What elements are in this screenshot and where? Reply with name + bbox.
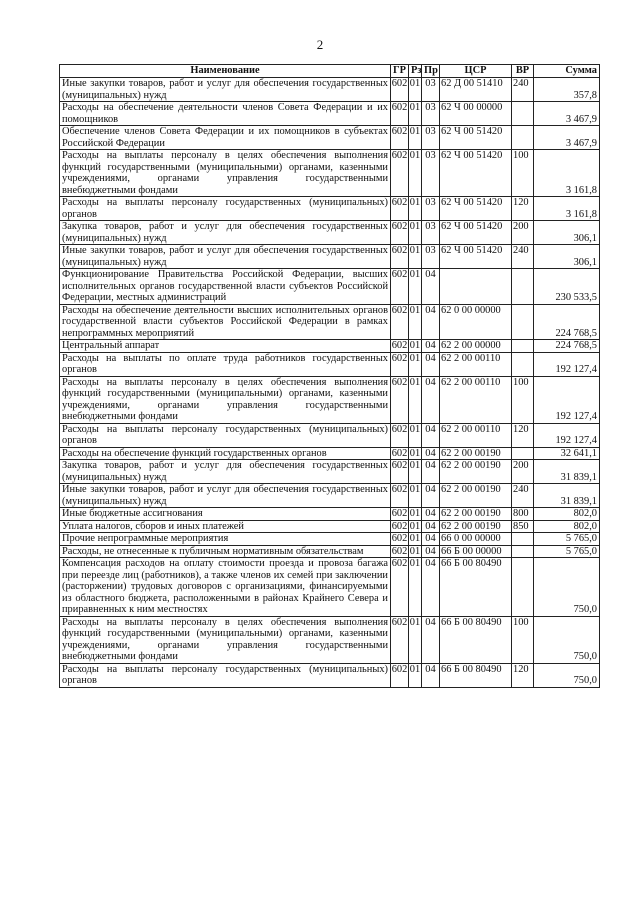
table-row (60, 508, 600, 521)
cell-rz: 01 (409, 245, 422, 269)
cell-rz: 01 (409, 484, 422, 508)
cell-vr: 850 (512, 520, 534, 533)
cell-csr: 66 Б 00 80490 (440, 558, 512, 617)
cell-rz: 01 (409, 460, 422, 484)
cell-sum: 32 641,1 (534, 447, 600, 460)
cell-gr: 602 (391, 126, 409, 150)
cell-pr: 03 (422, 150, 440, 197)
cell-csr: 62 Д 00 51410 (440, 78, 512, 102)
cell-gr: 602 (391, 197, 409, 221)
table-row (60, 423, 600, 447)
cell-pr: 04 (422, 484, 440, 508)
cell-sum: 31 839,1 (534, 460, 600, 484)
cell-sum: 3 161,8 (534, 150, 600, 197)
cell-pr: 03 (422, 245, 440, 269)
cell-sum: 192 127,4 (534, 376, 600, 423)
cell-name: Расходы на обеспечение деятельности членов Совета Федерации и их помощников (60, 102, 391, 126)
cell-pr: 04 (422, 545, 440, 558)
cell-gr: 602 (391, 545, 408, 557)
cell-csr: 62 Ч 00 51420 (440, 150, 512, 197)
table-row (60, 304, 600, 340)
cell-vr: 100 (512, 376, 534, 423)
cell-name: Иные бюджетные ассигнования (60, 508, 391, 521)
cell-name: Расходы на выплаты по оплате труда работников государственных органов (60, 352, 391, 376)
cell-vr: 100 (512, 616, 534, 663)
cell-csr: 62 2 00 00190 (440, 508, 512, 521)
cell-csr: 66 Б 00 00000 (440, 545, 512, 558)
cell-rz: 01 (409, 126, 422, 150)
table-row (60, 340, 600, 353)
cell-vr (512, 352, 534, 376)
cell-vr: 120 (512, 197, 534, 221)
header-rz: Рз (409, 65, 422, 78)
cell-gr: 602 (391, 484, 409, 508)
cell-name: Расходы на выплаты персоналу государственных (муниципальных) органов (60, 423, 391, 447)
cell-sum: 5 765,0 (534, 545, 600, 558)
cell-pr: 04 (422, 376, 440, 423)
cell-sum: 750,0 (534, 663, 600, 687)
cell-rz: 01 (409, 558, 422, 617)
cell-vr: 200 (512, 460, 534, 484)
cell-sum: 192 127,4 (534, 423, 600, 447)
header-name: Наименование (60, 65, 391, 78)
cell-rz: 01 (409, 221, 422, 245)
cell-gr: 602 (391, 245, 409, 269)
table-row (60, 352, 600, 376)
cell-name: Иные закупки товаров, работ и услуг для обеспечения государственных (муниципальных) нужд (60, 245, 391, 269)
cell-vr: 120 (512, 423, 534, 447)
header-gr: ГР (391, 65, 409, 78)
header-vr: ВР (512, 65, 534, 78)
cell-gr: 602 (391, 269, 409, 305)
cell-sum: 802,0 (534, 520, 600, 533)
cell-vr: 240 (512, 245, 534, 269)
cell-pr: 04 (422, 352, 440, 376)
cell-pr: 04 (422, 460, 440, 484)
cell-rz: 01 (409, 423, 422, 447)
cell-pr: 04 (422, 269, 440, 305)
cell-pr: 04 (422, 558, 440, 617)
cell-sum: 230 533,5 (534, 269, 600, 305)
cell-rz: 01 (409, 340, 421, 351)
cell-csr: 62 2 00 00110 (440, 352, 512, 376)
cell-gr: 602 (391, 102, 409, 126)
cell-rz: 01 (409, 663, 422, 687)
table-row (60, 447, 600, 460)
cell-gr: 602 (391, 304, 409, 340)
cell-vr: 240 (512, 484, 534, 508)
cell-rz: 01 (409, 352, 422, 376)
cell-name: Центральный аппарат (60, 340, 391, 353)
cell-sum: 224 768,5 (534, 304, 600, 340)
cell-gr: 602 (391, 423, 409, 447)
table-row (60, 221, 600, 245)
cell-gr: 602 (391, 616, 409, 663)
cell-sum: 31 839,1 (534, 484, 600, 508)
cell-vr (512, 126, 534, 150)
cell-sum: 192 127,4 (534, 352, 600, 376)
cell-vr (512, 533, 534, 546)
cell-rz: 01 (409, 508, 421, 519)
cell-vr (512, 447, 534, 460)
cell-gr: 602 (391, 150, 409, 197)
budget-table (59, 64, 600, 688)
cell-csr: 62 0 00 00000 (440, 304, 512, 340)
cell-rz: 01 (409, 269, 422, 305)
cell-name: Расходы на выплаты персоналу в целях обеспечения выполнения функций государственными (муниципальными) органами, казенными учреждениями, органами управления государственными внебюджетными фондами (60, 616, 391, 663)
table-row (60, 616, 600, 663)
table-row (60, 533, 600, 546)
cell-csr: 62 2 00 00190 (440, 520, 512, 533)
header-pr: Пр (422, 65, 440, 78)
cell-pr: 04 (422, 663, 440, 687)
cell-rz: 01 (409, 545, 421, 557)
cell-sum: 224 768,5 (534, 340, 600, 353)
cell-name: Уплата налогов, сборов и иных платежей (60, 520, 391, 533)
table-row (60, 545, 600, 558)
cell-name: Расходы на выплаты персоналу государственных (муниципальных) органов (60, 197, 391, 221)
cell-name: Компенсация расходов на оплату стоимости проезда и провоза багажа при переезде лиц (работников), а также членов их семей при заключении (расторжении) трудовых договоров с организациями, финансируемыми из областного бюджета, расположенными в районах Крайнего Севера и приравненных к ним местностях (60, 558, 391, 617)
cell-rz: 01 (409, 520, 421, 532)
cell-pr: 03 (422, 78, 440, 102)
cell-sum: 3 467,9 (534, 102, 600, 126)
cell-csr (440, 269, 512, 305)
cell-csr: 62 Ч 00 51420 (440, 221, 512, 245)
cell-gr: 602 (391, 460, 409, 484)
cell-name: Расходы на выплаты персоналу в целях обеспечения выполнения функций государственными (муниципальными) органами, казенными учреждениями, органами управления государственными внебюджетными фондами (60, 150, 391, 197)
cell-rz: 01 (409, 533, 421, 544)
cell-name: Расходы на обеспечение функций государственных органов (60, 447, 391, 460)
table-row (60, 78, 600, 102)
cell-csr: 66 Б 00 80490 (440, 616, 512, 663)
cell-rz: 01 (409, 78, 422, 102)
cell-csr: 62 2 00 00110 (440, 423, 512, 447)
cell-csr: 62 Ч 00 51420 (440, 197, 512, 221)
cell-gr: 602 (391, 558, 409, 617)
cell-rz: 01 (409, 376, 422, 423)
cell-name: Расходы на обеспечение деятельности высших исполнительных органов государственной власти субъектов Российской Федерации в рамках непрограммных мероприятий (60, 304, 391, 340)
cell-pr: 04 (422, 447, 440, 460)
table-row (60, 197, 600, 221)
cell-pr: 04 (422, 533, 440, 546)
table-row (60, 558, 600, 617)
cell-gr: 602 (391, 663, 409, 687)
cell-csr: 62 2 00 00110 (440, 376, 512, 423)
cell-name: Иные закупки товаров, работ и услуг для обеспечения государственных (муниципальных) нужд (60, 78, 391, 102)
cell-csr: 62 2 00 00190 (440, 484, 512, 508)
cell-rz: 01 (409, 102, 422, 126)
cell-sum: 357,8 (534, 78, 600, 102)
cell-csr: 62 2 00 00190 (440, 447, 512, 460)
cell-pr: 04 (422, 340, 440, 353)
cell-sum: 3 161,8 (534, 197, 600, 221)
cell-rz: 01 (409, 447, 421, 459)
cell-name: Закупка товаров, работ и услуг для обеспечения государственных (муниципальных) нужд (60, 460, 391, 484)
cell-gr: 602 (391, 508, 408, 519)
cell-csr: 62 Ч 00 51420 (440, 245, 512, 269)
cell-rz: 01 (409, 197, 422, 221)
cell-rz: 01 (409, 304, 422, 340)
cell-pr: 03 (422, 126, 440, 150)
cell-rz: 01 (409, 616, 422, 663)
cell-name: Расходы на выплаты персоналу государственных (муниципальных) органов (60, 663, 391, 687)
cell-pr: 04 (422, 616, 440, 663)
cell-csr: 62 Ч 00 00000 (440, 102, 512, 126)
cell-vr (512, 545, 534, 558)
cell-name: Расходы на выплаты персоналу в целях обеспечения выполнения функций государственными (муниципальными) органами, казенными учреждениями, органами управления государственными внебюджетными фондами (60, 376, 391, 423)
cell-name: Расходы, не отнесенные к публичным нормативным обязательствам (60, 545, 391, 558)
cell-gr: 602 (391, 78, 409, 102)
cell-csr: 62 2 00 00190 (440, 460, 512, 484)
cell-gr: 602 (391, 520, 408, 532)
cell-vr: 800 (512, 508, 534, 521)
cell-vr: 120 (512, 663, 534, 687)
cell-csr: 66 Б 00 80490 (440, 663, 512, 687)
page-number: 2 (316, 37, 324, 52)
cell-vr: 240 (512, 78, 534, 102)
cell-pr: 04 (422, 520, 440, 533)
cell-csr: 62 Ч 00 51420 (440, 126, 512, 150)
cell-sum: 802,0 (534, 508, 600, 521)
table-row (60, 460, 600, 484)
table-row (60, 150, 600, 197)
header-sum: Сумма (534, 65, 600, 78)
cell-sum: 750,0 (534, 558, 600, 617)
cell-gr: 602 (391, 533, 408, 544)
cell-sum: 306,1 (534, 221, 600, 245)
cell-name: Иные закупки товаров, работ и услуг для обеспечения государственных (муниципальных) нужд (60, 484, 391, 508)
cell-pr: 04 (422, 423, 440, 447)
header-csr: ЦСР (440, 65, 512, 78)
cell-pr: 04 (422, 508, 440, 521)
cell-vr (512, 304, 534, 340)
cell-sum: 3 467,9 (534, 126, 600, 150)
cell-pr: 03 (422, 197, 440, 221)
cell-sum: 306,1 (534, 245, 600, 269)
table-row (60, 245, 600, 269)
cell-name: Обеспечение членов Совета Федерации и их помощников в субъектах Российской Федерации (60, 126, 391, 150)
cell-rz: 01 (409, 150, 422, 197)
cell-name: Закупка товаров, работ и услуг для обеспечения государственных (муниципальных) нужд (60, 221, 391, 245)
table-row (60, 663, 600, 687)
cell-name: Прочие непрограммные мероприятия (60, 533, 391, 546)
cell-gr: 602 (391, 352, 409, 376)
table-row (60, 102, 600, 126)
cell-name: Функционирование Правительства Российской Федерации, высших исполнительных органов государственной власти субъектов Российской Федерации, местных администраций (60, 269, 391, 305)
cell-gr: 602 (391, 376, 409, 423)
cell-vr: 100 (512, 150, 534, 197)
table-row (60, 269, 600, 305)
table-row (60, 520, 600, 533)
cell-vr (512, 558, 534, 617)
cell-vr (512, 269, 534, 305)
cell-gr: 602 (391, 340, 408, 351)
cell-vr (512, 102, 534, 126)
cell-gr: 602 (391, 221, 409, 245)
cell-csr: 62 2 00 00000 (440, 340, 512, 353)
table-row (60, 376, 600, 423)
cell-sum: 750,0 (534, 616, 600, 663)
cell-csr: 66 0 00 00000 (440, 533, 512, 546)
table-header-row (60, 65, 600, 78)
table-row (60, 484, 600, 508)
cell-gr: 602 (391, 447, 408, 459)
cell-pr: 04 (422, 304, 440, 340)
table-row (60, 126, 600, 150)
cell-vr (512, 340, 534, 353)
cell-pr: 03 (422, 102, 440, 126)
cell-vr: 200 (512, 221, 534, 245)
cell-sum: 5 765,0 (534, 533, 600, 546)
cell-pr: 03 (422, 221, 440, 245)
